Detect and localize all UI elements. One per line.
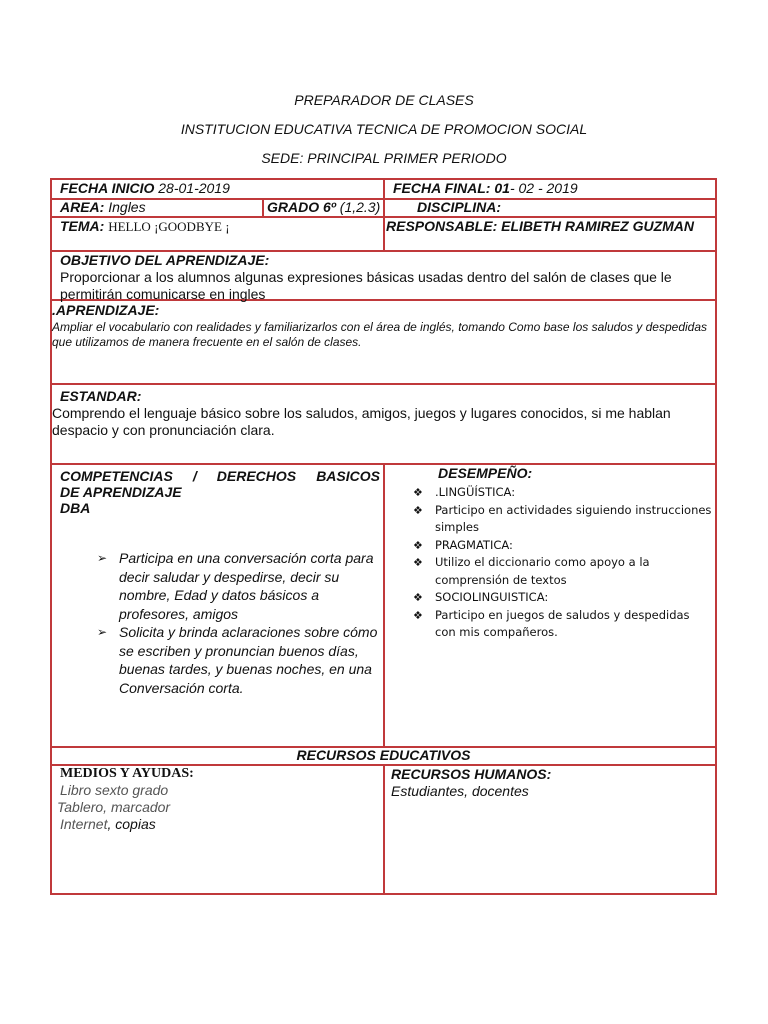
grado-field	[267, 199, 380, 215]
fecha-inicio-value: 28-01-2019	[158, 180, 230, 196]
medios-item-1: Libro sexto grado	[60, 782, 169, 798]
tema-label: TEMA:	[60, 218, 105, 234]
estandar-label: ESTANDAR:	[60, 388, 142, 404]
institution-name: INSTITUCION EDUCATIVA TECNICA DE PROMOCION SOCIAL	[180, 121, 588, 137]
aprendizaje-text: Ampliar el vocabulario con realidades y familiarizarlos con el área de inglés, tomando Como base los saludos y despedidas que utilizamos de manera frecuente en el salón de clases.	[52, 320, 708, 349]
diamond-bullet-icon: ❖	[413, 556, 423, 569]
fecha-final-day: 01	[494, 180, 510, 196]
responsable: RESPONSABLE: ELIBETH RAMIREZ GUZMAN	[386, 218, 694, 234]
diamond-bullet-icon: ❖	[413, 608, 423, 622]
area-value: Ingles	[108, 199, 146, 215]
competencias-label-line1: COMPETENCIAS / DERECHOS BASICOS	[60, 468, 380, 484]
list-item: ❖ .LINGÜÍSTICA:	[413, 484, 713, 502]
list-item: ❖ Participo en actividades siguiendo instrucciones simples	[413, 502, 712, 534]
aprendizaje-label: .APRENDIZAJE:	[52, 302, 160, 318]
estandar-text: Comprendo el lenguaje básico sobre los saludos, amigos, juegos y lugares conocidos, si me hablan despacio y con pronunciación clara.	[52, 405, 671, 438]
diamond-bullet-icon: ❖	[413, 591, 423, 604]
recursos-title: RECURSOS EDUCATIVOS	[296, 747, 471, 763]
list-item: ❖ PRAGMATICA:	[413, 537, 713, 555]
humanos-value: Estudiantes, docentes	[391, 783, 529, 799]
competencias-label-line3: DBA	[60, 500, 91, 516]
list-item: ❖ Utilizo el diccionario como apoyo a la comprensión de textos	[413, 555, 650, 587]
medios-item-3: Internet, copias	[60, 816, 156, 832]
diamond-bullet-icon: ❖	[413, 538, 423, 552]
grado-value: (1,2.3)	[339, 199, 381, 215]
fecha-inicio-label: FECHA INICIO	[60, 180, 155, 196]
competencias-list	[97, 549, 380, 697]
fecha-final-value: - 02 - 2019	[509, 180, 578, 196]
list-item: ❖ Participo en juegos de saludos y despedidas con mis compañeros.	[413, 607, 690, 639]
diamond-bullet-icon: ❖	[413, 486, 423, 499]
fecha-final-label: FECHA FINAL:	[393, 180, 491, 196]
fecha-final	[393, 180, 578, 196]
area-label: AREA:	[60, 199, 105, 215]
tema-value: HELLO ¡GOODBYE ¡	[108, 219, 230, 234]
arrow-bullet-icon: ➢	[97, 551, 108, 565]
grado-label: GRADO 6º	[267, 199, 336, 215]
list-item: ❖ SOCIOLINGUISTICA:	[413, 589, 713, 607]
list-item: ➢ Solicita y brinda aclaraciones sobre cómo se escriben y pronuncian buenos días, buenas tardes, y buenas noches, en una Conversación corta.	[97, 624, 378, 696]
sede-line: SEDE: PRINCIPAL PRIMER PERIODO	[261, 150, 507, 166]
competencias-label-line2: DE APRENDIZAJE	[60, 484, 182, 500]
desempeno-list	[413, 484, 713, 642]
fecha-inicio	[60, 180, 230, 196]
tema-field	[60, 218, 230, 235]
objetivo-label: OBJETIVO DEL APRENDIZAJE:	[60, 252, 270, 268]
diamond-bullet-icon: ❖	[413, 503, 423, 517]
objetivo-text: Proporcionar a los alumnos algunas expresiones básicas usadas dentro del salón de clases que le permitirán comunicarse en ingles	[60, 269, 672, 302]
area-field	[60, 199, 146, 215]
list-item: ➢ Participa en una conversación corta para decir saludar y despedirse, decir su nombre, Edad y datos básicos a profesores, amigos	[97, 550, 374, 622]
desempeno-label: DESEMPEÑO:	[438, 465, 533, 481]
arrow-bullet-icon: ➢	[97, 625, 108, 639]
disciplina-label: DISCIPLINA:	[417, 199, 501, 215]
document-title: PREPARADOR DE CLASES	[294, 92, 474, 108]
humanos-label: RECURSOS HUMANOS:	[391, 766, 552, 782]
competencias-label	[60, 468, 380, 516]
medios-item-2: Tablero, marcador	[57, 799, 171, 815]
medios-label: MEDIOS Y AYUDAS:	[60, 766, 194, 781]
